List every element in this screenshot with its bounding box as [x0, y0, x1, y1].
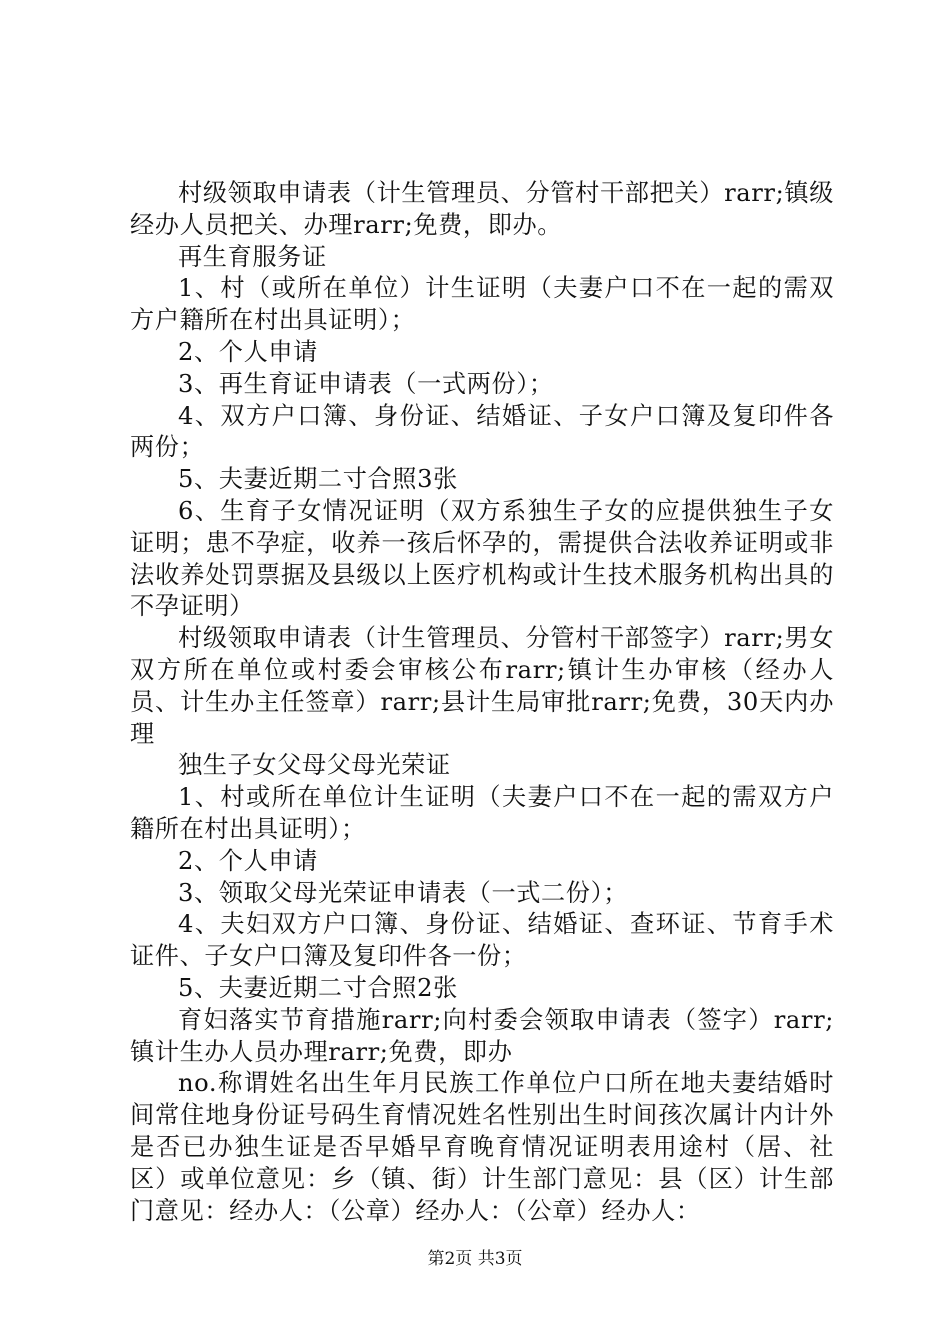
paragraph: 育妇落实节育措施rarr;向村委会领取申请表（签字）rarr;镇计生办人员办理rarr;免费，即办 — [130, 1005, 834, 1066]
paragraph: 4、夫妇双方户口簿、身份证、结婚证、查环证、节育手术证件、子女户口簿及复印件各一份； — [130, 910, 834, 971]
paragraph: 1、村（或所在单位）计生证明（夫妻户口不在一起的需双方户籍所在村出具证明）； — [130, 274, 834, 335]
paragraph: 村级领取申请表（计生管理员、分管村干部把关）rarr;镇级经办人员把关、办理rarr;免费，即办。 — [130, 179, 834, 239]
section-heading-only-child-parents-certificate: 独生子女父母父母光荣证 — [178, 751, 451, 780]
paragraph: 4、双方户口簿、身份证、结婚证、子女户口簿及复印件各两份； — [130, 401, 834, 462]
paragraph: 2、个人申请 — [178, 337, 318, 366]
section-heading-remarriage-birth-certificate: 再生育服务证 — [178, 242, 327, 271]
paragraph: 1、村或所在单位计生证明（夫妻户口不在一起的需双方户籍所在村出具证明）； — [130, 783, 834, 843]
paragraph: 5、夫妻近期二寸合照3张 — [178, 465, 458, 494]
paragraph: no.称谓姓名出生年月民族工作单位户口所在地夫妻结婚时间常住地身份证号码生育情况姓名性别出生时间孩次属计内计外是否已办独生证是否早婚早育晚育情况证明表用途村（居、社区）或单位意见：乡（镇、街）计生部门意见：县（区）计生部门意见：经办人：（公章）经办人：（公章）经办人： — [130, 1069, 834, 1225]
paragraph: 3、再生育证申请表（一式两份）； — [178, 369, 554, 398]
paragraph: 5、夫妻近期二寸合照2张 — [178, 973, 458, 1002]
document-body — [130, 178, 834, 1227]
paragraph: 6、生育子女情况证明（双方系独生子女的应提供独生子女证明；患不孕症，收养一孩后怀孕的，需提供合法收养证明或非法收养处罚票据及县级以上医疗机构或计生技术服务机构出具的不孕证明） — [130, 496, 834, 621]
paragraph: 村级领取申请表（计生管理员、分管村干部签字）rarr;男女双方所在单位或村委会审核公布rarr;镇计生办审核（经办人员、计生办主任签章）rarr;县计生局审批rarr;免费，30天内办理 — [130, 624, 834, 748]
paragraph: 2、个人申请 — [178, 846, 318, 875]
paragraph: 3、领取父母光荣证申请表（一式二份）； — [178, 878, 629, 907]
page-footer: 第2页 共3页 — [427, 1249, 523, 1269]
